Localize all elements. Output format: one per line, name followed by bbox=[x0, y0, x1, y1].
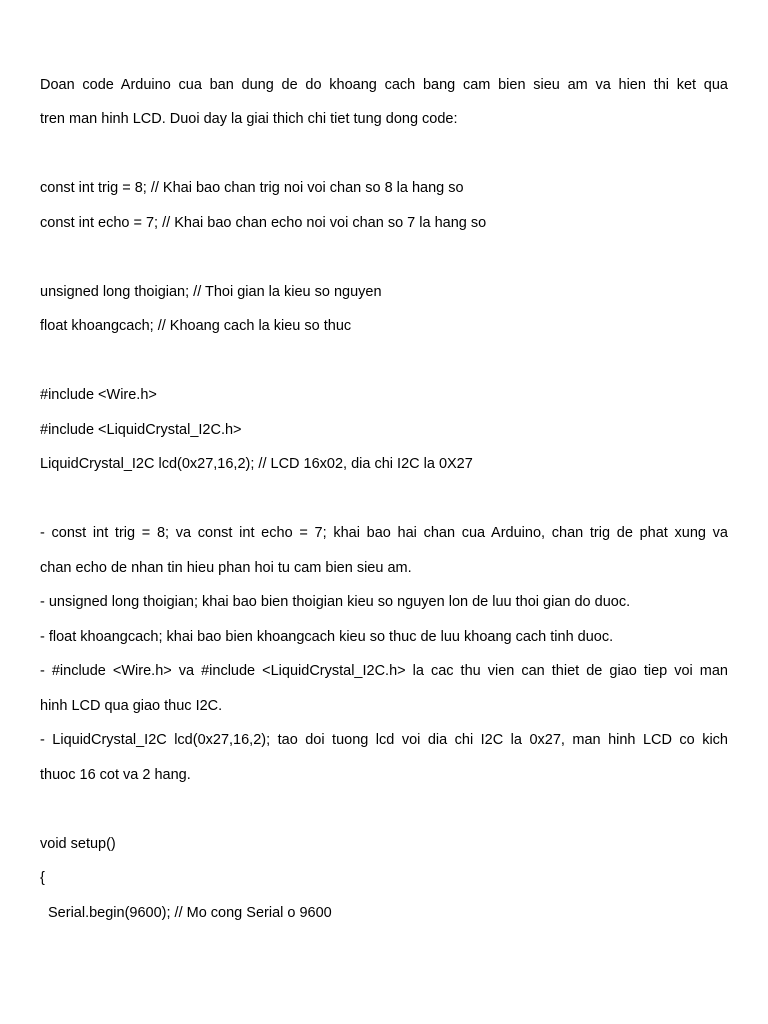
code-line-khoangcach: float khoangcach; // Khoang cach la kieu so thuc bbox=[40, 318, 352, 334]
explanation-line-7: - LiquidCrystal_I2C lcd(0x27,16,2); tao doi tuong lcd voi dia chi I2C la 0x27, man hinh LCD co kich bbox=[40, 732, 728, 748]
code-line-echo: const int echo = 7; // Khai bao chan echo noi voi chan so 7 la hang so bbox=[40, 215, 487, 231]
explanation-line-2: chan echo de nhan tin hieu phan hoi tu cam bien sieu am. bbox=[40, 560, 412, 576]
code-line-open-brace: { bbox=[40, 870, 45, 886]
explanation-line-3: - unsigned long thoigian; khai bao bien thoigian kieu so nguyen lon de luu thoi gian do duoc. bbox=[40, 594, 631, 610]
explanation-line-4: - float khoangcach; khai bao bien khoangcach kieu so thuc de luu khoang cach tinh duoc. bbox=[40, 629, 614, 645]
code-line-thoigian: unsigned long thoigian; // Thoi gian la kieu so nguyen bbox=[40, 284, 382, 300]
explanation-line-5: - #include <Wire.h> va #include <LiquidCrystal_I2C.h> la cac thu vien can thiet de giao tiep voi man bbox=[40, 663, 728, 679]
intro-line-2: tren man hinh LCD. Duoi day la giai thich chi tiet tung dong code: bbox=[40, 111, 458, 127]
explanation-line-1: - const int trig = 8; va const int echo = 7; khai bao hai chan cua Arduino, chan trig de phat xung va bbox=[40, 525, 728, 541]
code-line-include-lcd: #include <LiquidCrystal_I2C.h> bbox=[40, 422, 242, 438]
code-line-trig: const int trig = 8; // Khai bao chan trig noi voi chan so 8 la hang so bbox=[40, 180, 464, 196]
explanation-line-8: thuoc 16 cot va 2 hang. bbox=[40, 767, 191, 783]
code-line-include-wire: #include <Wire.h> bbox=[40, 387, 157, 403]
explanation-line-6: hinh LCD qua giao thuc I2C. bbox=[40, 698, 223, 714]
code-line-lcd-object: LiquidCrystal_I2C lcd(0x27,16,2); // LCD 16x02, dia chi I2C la 0X27 bbox=[40, 456, 473, 472]
code-line-serial-begin: Serial.begin(9600); // Mo cong Serial o 9600 bbox=[48, 905, 332, 921]
intro-line-1: Doan code Arduino cua ban dung de do khoang cach bang cam bien sieu am va hien thi ket qua bbox=[40, 77, 728, 93]
code-line-void-setup: void setup() bbox=[40, 836, 116, 852]
